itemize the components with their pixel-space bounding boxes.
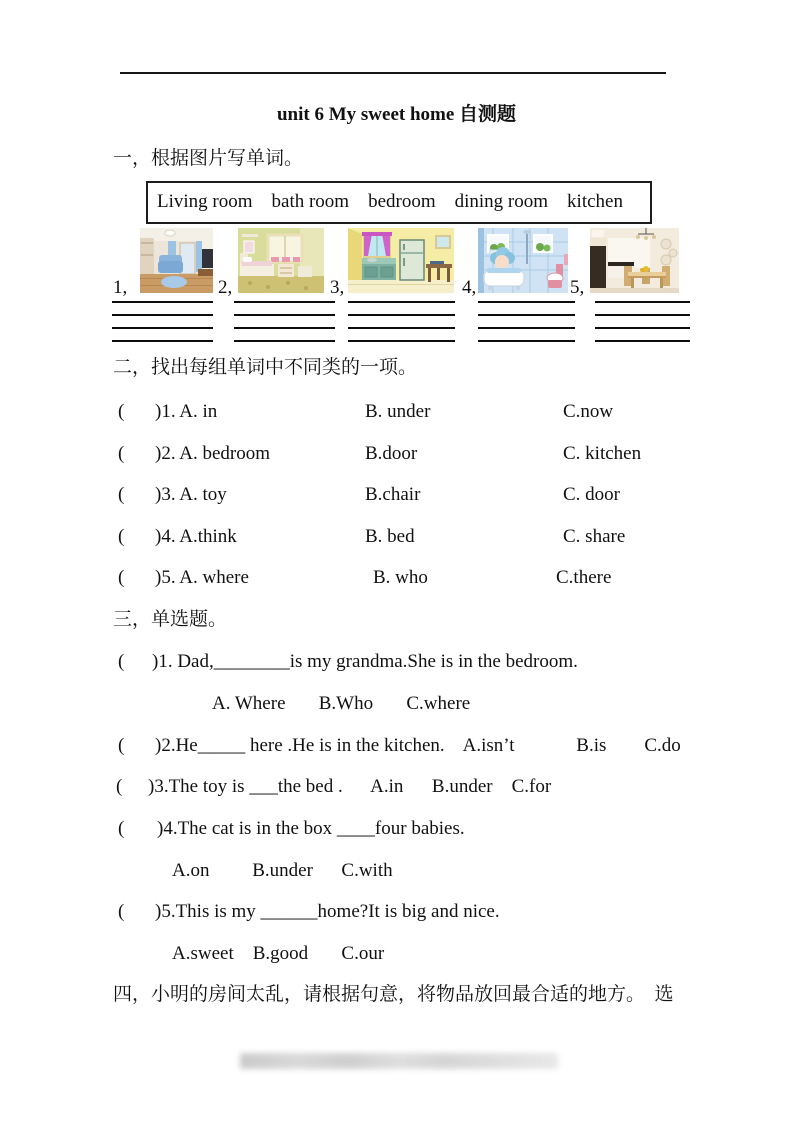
open-paren: ( bbox=[118, 567, 125, 588]
answer-lines-4 bbox=[478, 301, 575, 353]
picture-number-5: 5, bbox=[570, 277, 585, 298]
answer-lines-2 bbox=[234, 301, 335, 353]
option-c: C.now bbox=[563, 401, 614, 422]
picture-number-1: 1, bbox=[113, 277, 128, 298]
section2-heading: 二，找出每组单词中不同类的一项。 bbox=[113, 357, 418, 378]
section4-heading: 四，小明的房间太乱，请根据句意，将物品放回最合适的地方。 选 bbox=[113, 984, 674, 1005]
answer-lines-5 bbox=[595, 301, 690, 353]
answer-lines-1 bbox=[112, 301, 213, 353]
picture-number-2: 2, bbox=[218, 277, 233, 298]
option-a: )1. A. in bbox=[155, 401, 218, 422]
open-paren: ( bbox=[118, 526, 125, 547]
kitchen-image bbox=[348, 228, 454, 293]
living-room-image bbox=[140, 228, 213, 293]
watermark-blur bbox=[240, 1053, 558, 1069]
question-text: )4.The cat is in the box ____four babies. bbox=[157, 818, 465, 839]
option-b: B. who bbox=[373, 567, 428, 588]
open-paren: ( bbox=[118, 818, 125, 839]
open-paren: ( bbox=[116, 776, 123, 797]
word-bank-box bbox=[146, 181, 652, 224]
open-paren: ( bbox=[118, 443, 125, 464]
option-a: )4. A.think bbox=[155, 526, 237, 547]
section3-question-5-options: A.sweet B.good C.our bbox=[172, 943, 385, 964]
open-paren: ( bbox=[118, 651, 125, 672]
picture-number-4: 4, bbox=[462, 277, 477, 298]
option-c: C. door bbox=[563, 484, 620, 505]
answer-lines-3 bbox=[348, 301, 455, 353]
question-text: )1. Dad,________is my grandma.She is in the bedroom. bbox=[152, 651, 578, 672]
option-b: B. under bbox=[365, 401, 431, 422]
open-paren: ( bbox=[118, 401, 125, 422]
section3-question-4-options: A.on B.under C.with bbox=[172, 860, 393, 881]
section3-heading: 三，单选题。 bbox=[113, 609, 228, 630]
section3-question-1-options: A. Where B.Who C.where bbox=[212, 693, 471, 714]
option-c: C. kitchen bbox=[563, 443, 642, 464]
bathroom-image bbox=[478, 228, 568, 293]
bedroom-image bbox=[238, 228, 324, 293]
dining-room-image bbox=[590, 228, 679, 293]
option-b: B.door bbox=[365, 443, 418, 464]
option-a: )2. A. bedroom bbox=[155, 443, 271, 464]
word-bank-text: Living room bath room bedroom dining room kitchen bbox=[157, 191, 623, 213]
option-c: C. share bbox=[563, 526, 626, 547]
question-text: )2.He_____ here .He is in the kitchen. A.isn’t B.is C.do bbox=[155, 735, 681, 756]
option-a: )3. A. toy bbox=[155, 484, 227, 505]
option-b: B. bed bbox=[365, 526, 415, 547]
question-text: )5.This is my ______home?It is big and nice. bbox=[155, 901, 500, 922]
page-title: unit 6 My sweet home 自测题 bbox=[276, 104, 517, 125]
header-rule bbox=[120, 72, 666, 74]
option-a: )5. A. where bbox=[155, 567, 249, 588]
option-b: B.chair bbox=[365, 484, 421, 505]
section1-heading: 一，根据图片写单词。 bbox=[113, 148, 304, 169]
option-c: C.there bbox=[556, 567, 612, 588]
question-text: )3.The toy is ___the bed . A.in B.under C.for bbox=[148, 776, 552, 797]
open-paren: ( bbox=[118, 484, 125, 505]
open-paren: ( bbox=[118, 901, 125, 922]
picture-number-3: 3, bbox=[330, 277, 345, 298]
open-paren: ( bbox=[118, 735, 125, 756]
